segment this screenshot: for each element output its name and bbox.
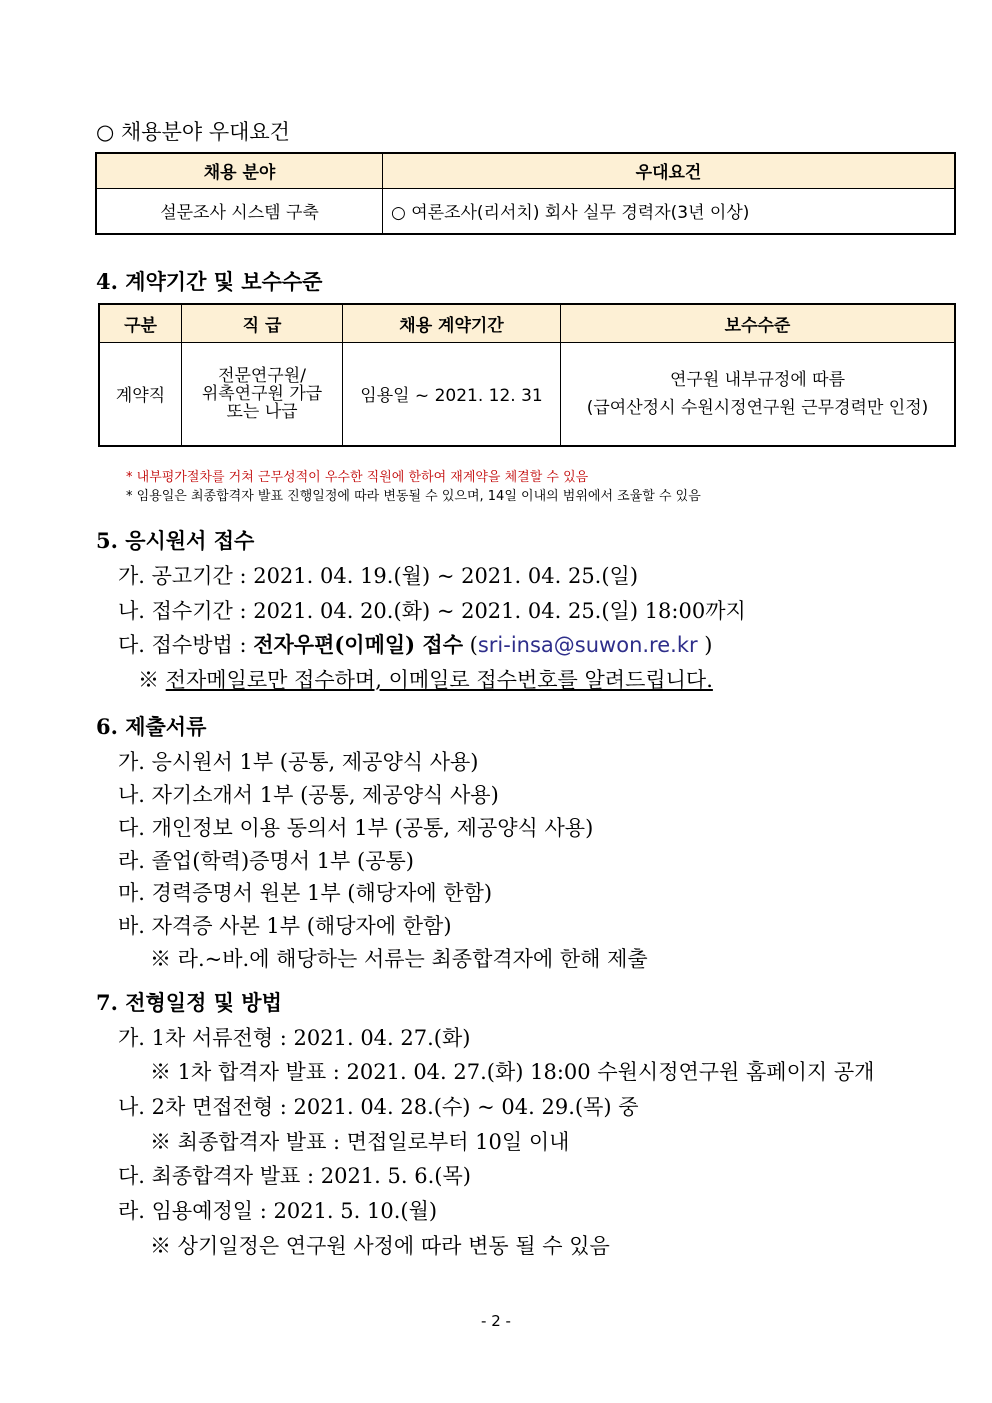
section-6-title: 6. 제출서류	[96, 714, 207, 739]
s5-note-text: 전자메일로만 접수하며, 이메일로 접수번호를 알려드립니다.	[165, 668, 713, 692]
contract-header-grade: 직 급	[182, 304, 343, 342]
pay-line-2: (급여산정시 수원시정연구원 근무경력만 인정)	[586, 397, 929, 418]
page-number: - 2 -	[481, 1312, 511, 1330]
contract-header-pay: 보수수준	[561, 304, 956, 342]
contract-header-period: 채용 계약기간	[343, 304, 561, 342]
contract-cell-pay	[561, 342, 956, 446]
s5-note	[138, 664, 713, 694]
preference-cell-field: 설문조사 시스템 구축	[96, 188, 383, 234]
grade-line-3: 또는 나급	[226, 401, 298, 422]
s5-application-period: 나. 접수기간 : 2021. 04. 20.(화) ~ 2021. 04. 25.(일) 18:00까지	[118, 599, 746, 623]
s5-method-close: )	[697, 633, 713, 657]
s7-schedule-note: ※ 상기일정은 연구원 사정에 따라 변동 될 수 있음	[150, 1234, 610, 1258]
s5-email-link[interactable]: sri-insa@suwon.re.kr	[477, 633, 698, 657]
contract-cell-grade	[182, 342, 343, 446]
s7-appointment-date: 라. 임용예정일 : 2021. 5. 10.(월)	[118, 1199, 438, 1223]
section-4-title: 4. 계약기간 및 보수수준	[96, 269, 323, 294]
contract-cell-type: 계약직	[99, 342, 182, 446]
s5-method-bold: 전자우편(이메일) 접수	[253, 632, 463, 657]
s7-final-announcement: 다. 최종합격자 발표 : 2021. 5. 6.(목)	[118, 1164, 471, 1188]
contract-note-2: * 임용일은 최종합격자 발표 진행일정에 따라 변동될 수 있으며, 14일 이내의 범위에서 조율할 수 있음	[126, 489, 701, 504]
s5-method-prefix: 다. 접수방법 :	[118, 633, 254, 657]
s5-method-open: (	[462, 633, 478, 657]
s5-posting-period: 가. 공고기간 : 2021. 04. 19.(월) ~ 2021. 04. 25.(일)	[118, 564, 639, 588]
s7-final-result-note: ※ 최종합격자 발표 : 면접일로부터 10일 이내	[150, 1130, 570, 1154]
section-7-title: 7. 전형일정 및 방법	[96, 990, 282, 1015]
preference-title: ○ 채용분야 우대요건	[96, 120, 290, 144]
s7-interview: 나. 2차 면접전형 : 2021. 04. 28.(수) ~ 04. 29.(목) 중	[118, 1095, 639, 1119]
s5-note-mark: ※	[138, 668, 166, 692]
contract-header-type: 구분	[99, 304, 182, 342]
s7-document-screening: 가. 1차 서류전형 : 2021. 04. 27.(화)	[118, 1026, 471, 1050]
preference-header-field: 채용 분야	[96, 153, 383, 188]
s6-item: 다. 개인정보 이용 동의서 1부 (공통, 제공양식 사용)	[118, 816, 594, 840]
s6-item: 나. 자기소개서 1부 (공통, 제공양식 사용)	[118, 783, 499, 807]
pay-line-1: 연구원 내부규정에 따름	[669, 369, 846, 390]
s6-item: 마. 경력증명서 원본 1부 (해당자에 한함)	[118, 881, 493, 905]
grade-line-2: 위촉연구원 가급	[201, 383, 323, 404]
contract-note-1: * 내부평가절차를 거쳐 근무성적이 우수한 직원에 한하여 재계약을 체결할 수 있음	[126, 470, 589, 485]
s7-first-result-note: ※ 1차 합격자 발표 : 2021. 04. 27.(화) 18:00 수원시정연구원 홈페이지 공개	[150, 1060, 875, 1084]
preference-cell-condition: ○ 여론조사(리서치) 회사 실무 경력자(3년 이상)	[383, 188, 956, 234]
s6-note: ※ 라.~바.에 해당하는 서류는 최종합격자에 한해 제출	[150, 947, 648, 971]
s6-item: 라. 졸업(학력)증명서 1부 (공통)	[118, 849, 414, 873]
contract-table	[98, 303, 956, 447]
contract-cell-period: 임용일 ~ 2021. 12. 31	[343, 342, 561, 446]
s6-item: 바. 자격증 사본 1부 (해당자에 한함)	[118, 914, 452, 938]
s6-item: 가. 응시원서 1부 (공통, 제공양식 사용)	[118, 750, 479, 774]
s5-application-method	[118, 629, 713, 659]
section-5-title: 5. 응시원서 접수	[96, 528, 255, 553]
preference-header-condition: 우대요건	[383, 153, 956, 188]
preference-table	[95, 152, 956, 235]
grade-line-1: 전문연구원/	[218, 365, 306, 386]
